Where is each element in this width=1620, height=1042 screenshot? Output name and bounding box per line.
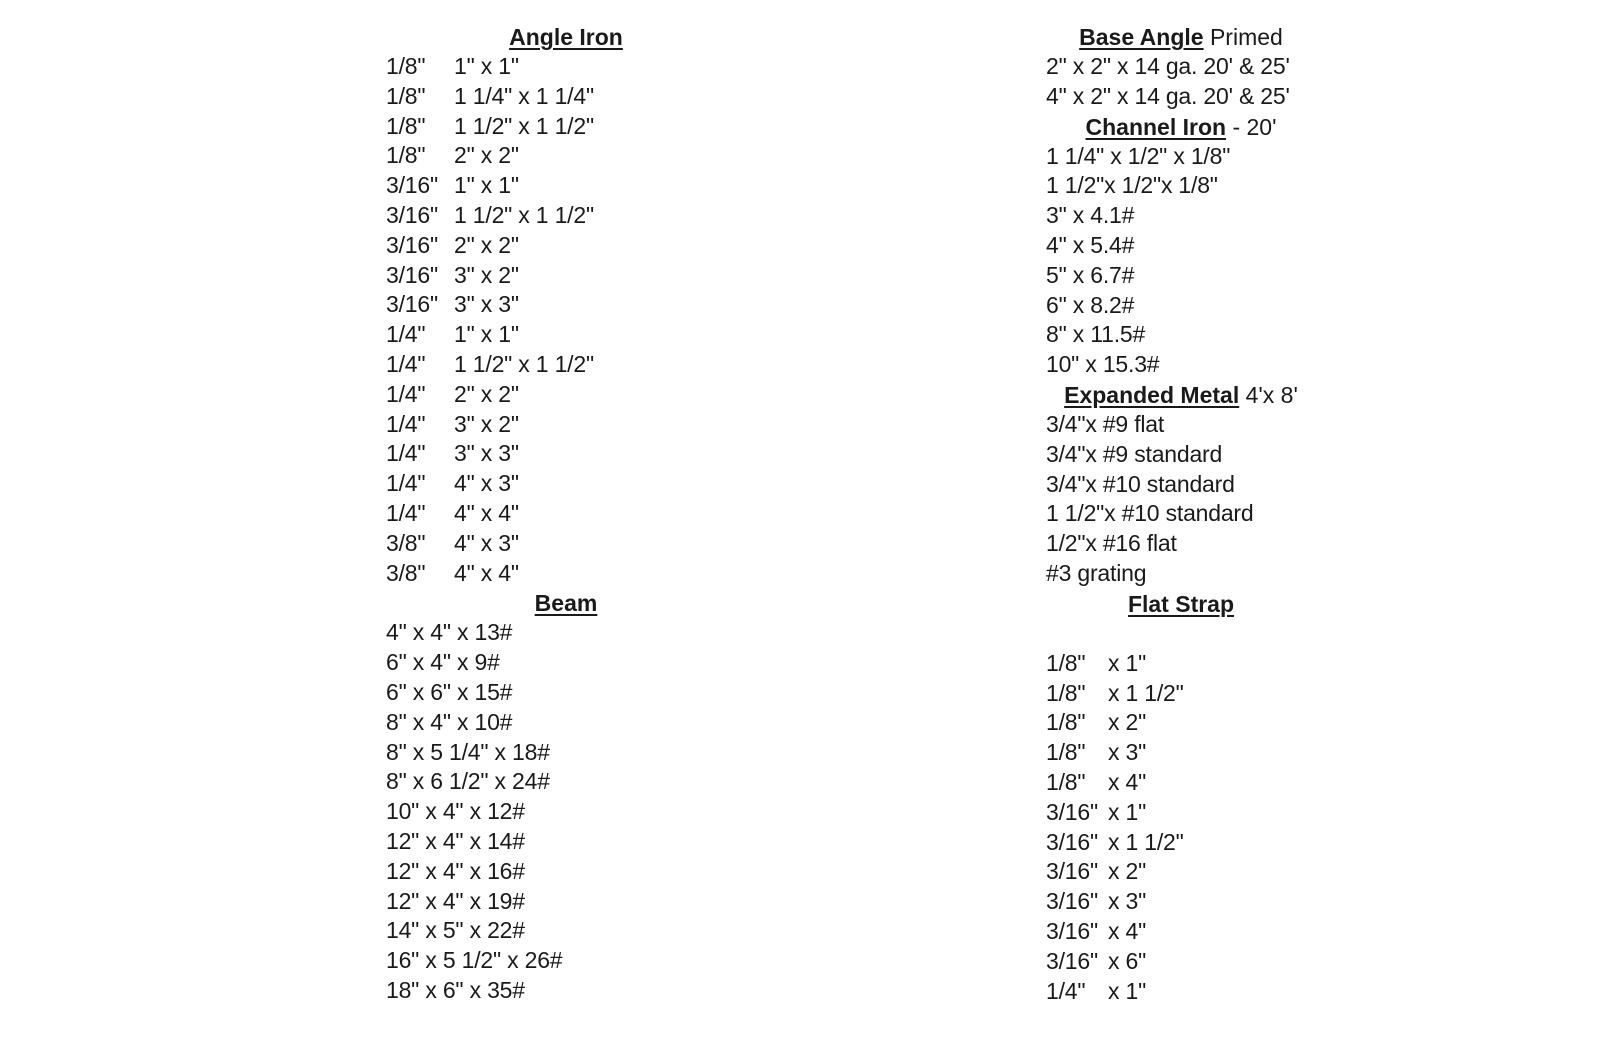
left-column (386, 22, 766, 1006)
angle-iron-thickness: 3/16" (386, 261, 438, 288)
flat-strap-thickness: 3/16" (1046, 947, 1098, 974)
flat-strap-gap (1046, 619, 1426, 649)
flat-strap-thickness: 1/8" (1046, 649, 1086, 676)
channel-iron-suffix: - 20' (1226, 113, 1277, 140)
flat-strap-row (1046, 768, 1426, 798)
flat-strap-heading (1046, 589, 1316, 619)
flat-strap-thickness: 1/8" (1046, 709, 1086, 736)
flat-strap-size: x 1" (1108, 798, 1147, 825)
angle-iron-row (386, 499, 766, 529)
beam-row: 6" x 6" x 15# (386, 678, 513, 705)
angle-iron-size: 1" x 1" (454, 53, 519, 79)
beam-row: 10" x 4" x 12# (386, 798, 525, 825)
expanded-metal-row: #3 grating (1046, 559, 1147, 586)
flat-strap-row (1046, 679, 1426, 709)
angle-iron-thickness: 3/16" (386, 172, 438, 199)
flat-strap-size: x 1 1/2" (1108, 828, 1184, 855)
flat-strap-title: Flat Strap (1127, 590, 1235, 617)
expanded-metal-row: 1/2"x #16 flat (1046, 530, 1177, 557)
beam-heading (386, 588, 746, 618)
beam-row: 12" x 4" x 14# (386, 827, 525, 854)
angle-iron-thickness: 1/8" (386, 53, 426, 79)
channel-iron-title: Channel Iron (1085, 113, 1227, 140)
base-angle-row: 2" x 2" x 14 ga. 20' & 25' (1046, 53, 1290, 79)
beam-row: 6" x 4" x 9# (386, 649, 500, 676)
base-angle-title: Base Angle (1079, 24, 1204, 50)
flat-strap-thickness: 3/16" (1046, 888, 1098, 915)
angle-iron-size: 2" x 2" (454, 142, 519, 169)
expanded-metal-row: 1 1/2"x #10 standard (1046, 500, 1254, 527)
angle-iron-size: 1 1/2" x 1 1/2" (454, 201, 594, 228)
flat-strap-size: x 2" (1108, 858, 1147, 885)
flat-strap-thickness: 3/16" (1046, 917, 1098, 944)
flat-strap-row (1046, 857, 1426, 887)
flat-strap-list (1046, 649, 1426, 1007)
angle-iron-row (386, 52, 766, 82)
flat-strap-size: x 1 1/2" (1108, 679, 1184, 706)
beam-row: 14" x 5" x 22# (386, 917, 525, 944)
base-angle-row: 4" x 2" x 14 ga. 20' & 25' (1046, 82, 1290, 109)
angle-iron-size: 3" x 3" (454, 440, 519, 467)
angle-iron-row (386, 380, 766, 410)
flat-strap-thickness: 3/16" (1046, 798, 1098, 825)
angle-iron-row (386, 320, 766, 350)
flat-strap-size: x 3" (1108, 739, 1147, 766)
angle-iron-size: 2" x 2" (454, 231, 519, 258)
angle-iron-row (386, 290, 766, 320)
angle-iron-thickness: 3/8" (386, 559, 426, 586)
angle-iron-size: 4" x 4" (454, 499, 519, 526)
angle-iron-row (386, 410, 766, 440)
beam-title: Beam (534, 590, 598, 617)
expanded-metal-row: 3/4"x #9 standard (1046, 440, 1223, 467)
angle-iron-row (386, 261, 766, 291)
angle-iron-thickness: 1/4" (386, 350, 426, 377)
angle-iron-row (386, 350, 766, 380)
flat-strap-row (1046, 738, 1426, 768)
angle-iron-thickness: 1/4" (386, 380, 426, 407)
flat-strap-row (1046, 708, 1426, 738)
angle-iron-size: 4" x 4" (454, 559, 519, 586)
angle-iron-heading (386, 22, 746, 52)
angle-iron-thickness: 3/8" (386, 529, 426, 556)
angle-iron-thickness: 1/4" (386, 410, 426, 437)
base-angle-suffix: Primed (1203, 24, 1283, 50)
angle-iron-thickness: 1/4" (386, 499, 426, 526)
angle-iron-thickness: 1/4" (386, 470, 426, 497)
angle-iron-size: 1" x 1" (454, 172, 519, 199)
angle-iron-list (386, 52, 766, 588)
angle-iron-row (386, 559, 766, 589)
flat-strap-thickness: 1/8" (1046, 768, 1086, 795)
angle-iron-row (386, 171, 766, 201)
beam-row: 18" x 6" x 35# (386, 976, 525, 1003)
flat-strap-size: x 2" (1108, 709, 1147, 736)
channel-iron-row: 1 1/4" x 1/2" x 1/8" (1046, 142, 1231, 169)
flat-strap-size: x 1" (1108, 977, 1147, 1004)
expanded-metal-heading (1046, 380, 1316, 410)
flat-strap-size: x 1" (1108, 649, 1147, 676)
flat-strap-thickness: 3/16" (1046, 858, 1098, 885)
expanded-metal-title: Expanded Metal (1064, 381, 1240, 408)
angle-iron-size: 1 1/2" x 1 1/2" (454, 350, 594, 377)
angle-iron-row (386, 231, 766, 261)
angle-iron-row (386, 141, 766, 171)
angle-iron-row (386, 201, 766, 231)
channel-iron-row: 6" x 8.2# (1046, 291, 1135, 318)
angle-iron-size: 4" x 3" (454, 529, 519, 556)
flat-strap-row (1046, 947, 1426, 977)
expanded-metal-list (1046, 410, 1426, 589)
right-column (1046, 22, 1426, 1006)
flat-strap-thickness: 1/8" (1046, 679, 1086, 706)
angle-iron-title: Angle Iron (509, 24, 623, 50)
flat-strap-size: x 6" (1108, 947, 1147, 974)
beam-row: 4" x 4" x 13# (386, 619, 513, 646)
flat-strap-row (1046, 828, 1426, 858)
beam-row: 8" x 4" x 10# (386, 708, 513, 735)
flat-strap-row (1046, 887, 1426, 917)
beam-row: 12" x 4" x 19# (386, 887, 525, 914)
angle-iron-thickness: 1/8" (386, 82, 426, 109)
flat-strap-thickness: 1/8" (1046, 739, 1086, 766)
angle-iron-size: 3" x 3" (454, 291, 519, 318)
angle-iron-size: 2" x 2" (454, 380, 519, 407)
base-angle-heading (1046, 22, 1316, 52)
flat-strap-thickness: 3/16" (1046, 828, 1098, 855)
flat-strap-row (1046, 977, 1426, 1007)
angle-iron-row (386, 529, 766, 559)
channel-iron-list (1046, 142, 1426, 380)
channel-iron-row: 4" x 5.4# (1046, 231, 1135, 258)
angle-iron-size: 1" x 1" (454, 321, 519, 348)
angle-iron-thickness: 1/8" (386, 142, 426, 169)
base-angle-list (1046, 52, 1426, 112)
expanded-metal-row: 3/4"x #10 standard (1046, 470, 1235, 497)
flat-strap-size: x 4" (1108, 917, 1147, 944)
channel-iron-row: 1 1/2"x 1/2"x 1/8" (1046, 172, 1218, 199)
flat-strap-row (1046, 798, 1426, 828)
angle-iron-thickness: 1/8" (386, 112, 426, 139)
angle-iron-row (386, 469, 766, 499)
channel-iron-row: 3" x 4.1# (1046, 202, 1135, 229)
angle-iron-size: 4" x 3" (454, 470, 519, 497)
flat-strap-size: x 3" (1108, 888, 1147, 915)
beam-row: 8" x 5 1/4" x 18# (386, 738, 550, 765)
angle-iron-row (386, 112, 766, 142)
angle-iron-size: 3" x 2" (454, 410, 519, 437)
angle-iron-size: 1 1/4" x 1 1/4" (454, 82, 594, 109)
angle-iron-thickness: 3/16" (386, 201, 438, 228)
channel-iron-row: 8" x 11.5# (1046, 321, 1146, 348)
angle-iron-row (386, 439, 766, 469)
expanded-metal-row: 3/4"x #9 flat (1046, 410, 1165, 437)
flat-strap-row (1046, 917, 1426, 947)
beam-list (386, 618, 766, 1005)
angle-iron-thickness: 1/4" (386, 440, 426, 467)
beam-row: 12" x 4" x 16# (386, 857, 525, 884)
beam-row: 16" x 5 1/2" x 26# (386, 947, 563, 974)
channel-iron-row: 5" x 6.7# (1046, 261, 1135, 288)
expanded-metal-suffix: 4'x 8' (1239, 381, 1298, 408)
angle-iron-thickness: 3/16" (386, 291, 438, 318)
angle-iron-size: 1 1/2" x 1 1/2" (454, 112, 594, 139)
angle-iron-thickness: 3/16" (386, 231, 438, 258)
beam-row: 8" x 6 1/2" x 24# (386, 768, 550, 795)
channel-iron-heading (1046, 112, 1316, 142)
flat-strap-thickness: 1/4" (1046, 977, 1086, 1004)
angle-iron-size: 3" x 2" (454, 261, 519, 288)
channel-iron-row: 10" x 15.3# (1046, 351, 1160, 378)
flat-strap-row (1046, 649, 1426, 679)
flat-strap-size: x 4" (1108, 768, 1147, 795)
angle-iron-row (386, 82, 766, 112)
angle-iron-thickness: 1/4" (386, 321, 426, 348)
